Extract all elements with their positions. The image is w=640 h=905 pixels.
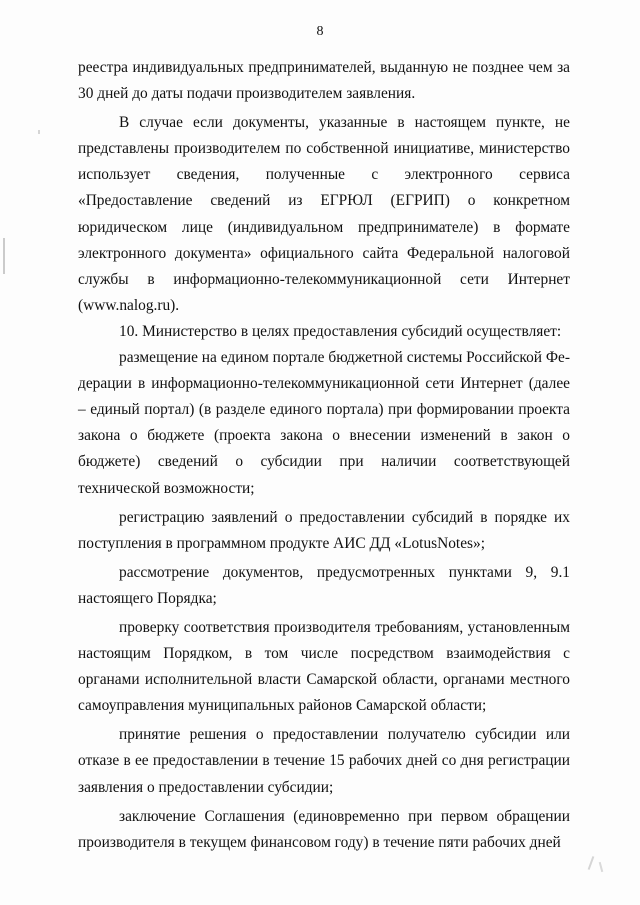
scan-artifact-bottom-right xyxy=(588,856,595,870)
paragraph-registry-continuation: реестра индивидуальных предпринимателей, выданную не позднее чем за 30 дней до даты подачи производителем заявления. xyxy=(78,59,570,103)
scan-artifact-bottom-right-2 xyxy=(599,862,604,872)
paragraph-egrul-service: В случае если документы, указанные в настоящем пункте, не представлены производителем по собственной инициативе, министерство использует сведения, полученные с электронного сервиса «Предоставление сведений из ЕГРЮЛ (ЕГРИП) о конкретном юридическом лице (индивидуальном предпринимателе) в формате электронного документа» официального сайта Федеральной налоговой службы в информационно-телекоммуникационной сети Интернет (www.nalog.ru). xyxy=(78,114,570,314)
paragraph-ministry-duties-heading: 10. Министерство в целях предоставления субсидий осуществляет: xyxy=(119,322,562,340)
paragraph-application-registration: регистрацию заявлений о предоставлении субсидий в порядке их поступления в программном продукте АИС ДД «LotusNotes»; xyxy=(78,508,570,552)
document-body xyxy=(78,55,570,856)
paragraph-agreement: заключение Соглашения (единовременно при первом обращении производителя в текущем финансовом году) в течение пяти рабочих дней xyxy=(78,807,570,851)
scan-artifact-left xyxy=(3,238,5,274)
paragraph-compliance-check: проверку соответствия производителя требованиям, установленным настоящим Порядком, в том числе посредством взаимодействия с органами исполнительной власти Самарской области, органами местного самоуправления муниципальных районов Самарской области; xyxy=(78,618,570,715)
paragraph-portal-publication: размещение на едином портале бюджетной системы Российской Фе-дерации в информационно-телекоммуникационной сети Интернет (далее – единый портал) (в разделе единого портала) при формировании проекта закона о бюджете (проекта закона о внесении изменений в закон о бюджете) сведений о субсидии при наличии соответствующей технической возможности; xyxy=(78,349,570,497)
page-number: 8 xyxy=(316,24,324,39)
scan-artifact-left-dot xyxy=(38,130,40,134)
paragraph-document-review: рассмотрение документов, предусмотренных пунктами 9, 9.1 настоящего Порядка; xyxy=(78,563,570,607)
paragraph-decision: принятие решения о предоставлении получателю субсидии или отказе в ее предоставлении в течение 15 рабочих дней со дня регистрации заявления о предоставлении субсидии; xyxy=(78,726,570,796)
